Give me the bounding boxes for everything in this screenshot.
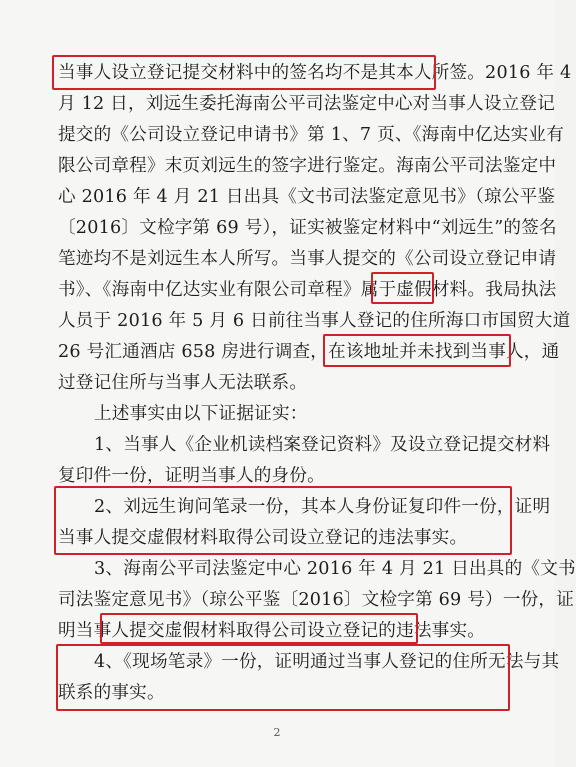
page-number: 2	[273, 726, 281, 739]
text-line-5: 心 2016 年 4 月 21 日出具《文书司法鉴定意见书》（琼公平鉴	[58, 187, 556, 207]
text-line-10: 26 号汇通酒店 658 房进行调查，在该地址并未找到当事人，通	[58, 342, 560, 362]
text-line-6: 〔2016〕文检字第 69 号），证实被鉴定材料中“刘远生”的签名	[58, 218, 557, 238]
text-line-9: 人员于 2016 年 5 月 6 日前往当事人登记的住所海口市国贸大道	[58, 311, 571, 331]
evidence-1-line-1: 1、当事人《企业机读档案登记资料》及设立登记提交材料	[94, 435, 551, 455]
evidence-3-line-1: 3、海南公平司法鉴定中心 2016 年 4 月 21 日出具的《文书	[94, 559, 576, 579]
evidence-2-line-1: 2、刘远生询问笔录一份，其本人身份证复印件一份，证明	[94, 497, 551, 517]
text-line-1: 当事人设立登记提交材料中的签名均不是其本人所签。2016 年 4	[58, 63, 572, 83]
evidence-intro: 上述事实由以下证据证实：	[94, 404, 308, 424]
evidence-1-line-2: 复印件一份，证明当事人的身份。	[58, 466, 325, 486]
text-line-11: 过登记住所与当事人无法联系。	[58, 373, 308, 393]
evidence-4-line-1: 4、《现场笔录》一份，证明通过当事人登记的住所无法与其	[94, 652, 560, 672]
evidence-2-line-2: 当事人提交虚假材料取得公司设立登记的违法事实。	[58, 528, 468, 548]
evidence-3-line-3: 明当事人提交虚假材料取得公司设立登记的违法事实。	[58, 621, 486, 641]
evidence-3-line-2: 司法鉴定意见书》（琼公平鉴〔2016〕文检字第 69 号）一份，证	[58, 590, 574, 610]
text-line-4: 限公司章程》末页刘远生的签字进行鉴定。海南公平司法鉴定中	[58, 156, 557, 176]
text-line-2: 月 12 日，刘远生委托海南公平司法鉴定中心对当事人设立登记	[58, 94, 556, 114]
text-line-8: 书》、《海南中亿达实业有限公司章程》属于虚假材料。我局执法	[58, 280, 557, 300]
text-line-3: 提交的《公司设立登记申请书》第 1、7 页、《海南中亿达实业有	[58, 125, 565, 145]
evidence-4-line-2: 联系的事实。	[58, 683, 165, 703]
text-line-7: 笔迹均不是刘远生本人所写。当事人提交的《公司设立登记申请	[58, 249, 557, 269]
